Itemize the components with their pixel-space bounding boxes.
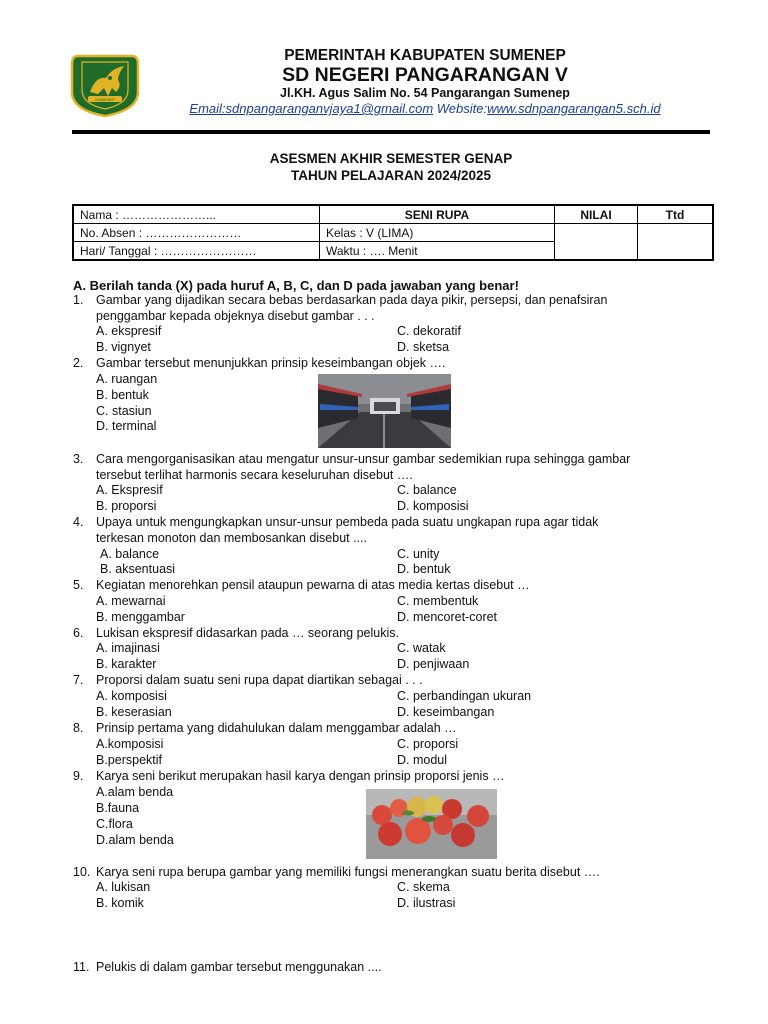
q6-option-b[interactable]: B. karakter [96, 657, 157, 671]
q10-option-b[interactable]: B. komik [96, 896, 144, 910]
q7-option-b[interactable]: B. keserasian [96, 705, 172, 719]
q7-option-c[interactable]: C. perbandingan ukuran [397, 689, 532, 703]
q2-option-a[interactable]: A. ruangan [96, 372, 158, 386]
q2-option-c[interactable]: C. stasiun [96, 404, 152, 418]
subject-cell: SENI RUPA [320, 205, 555, 224]
q7-option-a[interactable]: A. komposisi [96, 689, 167, 703]
question-4: 4. Upaya untuk mengungkapkan unsur-unsur pembeda pada suatu ungkapan rupa agar tidak [73, 515, 599, 529]
q8-option-a[interactable]: A.komposisi [96, 737, 164, 751]
ttd-box[interactable] [638, 224, 714, 261]
q6-option-a[interactable]: A. imajinasi [96, 641, 160, 655]
question-2: 2. Gambar tersebut menunjukkan prinsip keseimbangan objek …. [73, 356, 446, 370]
q6-option-d[interactable]: D. penjiwaan [397, 657, 470, 671]
apples-photo [366, 789, 497, 859]
contact-line [150, 101, 700, 116]
nilai-box[interactable] [555, 224, 638, 261]
email-label: Email: [189, 101, 226, 116]
exam-year: TAHUN PELAJARAN 2024/2025 [290, 168, 492, 183]
q1-option-c[interactable]: C. dekoratif [397, 324, 461, 338]
q7-option-d[interactable]: D. keseimbangan [397, 705, 495, 719]
question-3: 3. Cara mengorganisasikan atau mengatur unsur-unsur gambar sedemikian rupa sehingga gambar [73, 452, 631, 466]
waktu-cell: Waktu : …. Menit [320, 242, 555, 261]
question-1-line2: penggambar kepada objeknya disebut gambar . . . [96, 309, 375, 323]
question-10: 10. Karya seni rupa berupa gambar yang memiliki fungsi menerangkan suatu berita disebut …. [73, 865, 600, 879]
q5-option-b[interactable]: B. menggambar [96, 610, 185, 624]
school-name: SD NEGERI PANGARANGAN V [282, 64, 568, 86]
section-a-instruction: A. Berilah tanda (X) pada huruf A, B, C, dan D pada jawaban yang benar! [73, 278, 519, 293]
q8-option-b[interactable]: B.perspektif [96, 753, 163, 767]
q3-option-a[interactable]: A. Ekspresif [96, 483, 163, 497]
q8-option-d[interactable]: D. modul [397, 753, 448, 767]
question-9: 9. Karya seni berikut merupakan hasil karya dengan prinsip proporsi jenis … [73, 769, 505, 783]
absen-field[interactable]: No. Absen : …………………… [73, 224, 320, 242]
q8-option-c[interactable]: C. proporsi [397, 737, 459, 751]
ttd-header: Ttd [638, 205, 714, 224]
question-7: 7. Proporsi dalam suatu seni rupa dapat diartikan sebagai . . . [73, 673, 423, 687]
email-link[interactable]: sdnpangaranganvjaya1@gmail.com [225, 101, 434, 116]
q4-option-a[interactable]: A. balance [100, 547, 160, 561]
q6-option-c[interactable]: C. watak [397, 641, 446, 655]
q5-option-d[interactable]: D. mencoret-coret [397, 610, 498, 624]
school-logo [68, 52, 142, 118]
q3-option-b[interactable]: B. proporsi [96, 499, 157, 513]
q1-option-b[interactable]: B. vignyet [96, 340, 151, 354]
q4-option-b[interactable]: B. aksentuasi [100, 562, 176, 576]
q10-option-d[interactable]: D. ilustrasi [397, 896, 456, 910]
name-field[interactable]: Nama : …………………... [73, 205, 320, 224]
question-4-line2: terkesan monoton dan membosankan disebut .... [96, 531, 367, 545]
q2-option-b[interactable]: B. bentuk [96, 388, 149, 402]
question-8: 8. Prinsip pertama yang didahulukan dalam menggambar adalah … [73, 721, 457, 735]
identity-table [72, 204, 714, 261]
question-3-line2: tersebut terlihat harmonis secara keseluruhan disebut …. [96, 468, 413, 482]
q4-option-d[interactable]: D. bentuk [397, 562, 451, 576]
header-line1: PEMERINTAH KABUPATEN SUMENEP [284, 47, 566, 64]
q9-option-c[interactable]: C.flora [96, 817, 133, 831]
q3-option-d[interactable]: D. komposisi [397, 499, 469, 513]
station-photo [318, 374, 451, 448]
q9-option-a[interactable]: A.alam benda [96, 785, 174, 799]
nilai-header: NILAI [555, 205, 638, 224]
question-6: 6. Lukisan ekspresif didasarkan pada … seorang pelukis. [73, 626, 399, 640]
q2-option-d[interactable]: D. terminal [96, 419, 157, 433]
q1-option-d[interactable]: D. sketsa [397, 340, 450, 354]
question-1: 1. Gambar yang dijadikan secara bebas berdasarkan pada daya pikir, persepsi, dan penafsiran [73, 293, 608, 307]
q5-option-c[interactable]: C. membentuk [397, 594, 479, 608]
question-11: 11. Pelukis di dalam gambar tersebut menggunakan .... [73, 960, 382, 974]
q4-option-c[interactable]: C. unity [397, 547, 440, 561]
q5-option-a[interactable]: A. mewarnai [96, 594, 166, 608]
q10-option-a[interactable]: A. lukisan [96, 880, 151, 894]
website-label: Website: [433, 101, 488, 116]
q9-option-b[interactable]: B.fauna [96, 801, 140, 815]
q10-option-c[interactable]: C. skema [397, 880, 450, 894]
svg-text:SUMENEP: SUMENEP [95, 97, 115, 102]
school-address: Jl.KH. Agus Salim No. 54 Pangarangan Sumenep [280, 86, 570, 100]
header-divider [72, 130, 710, 134]
kelas-cell: Kelas : V (LIMA) [320, 224, 555, 242]
website-link[interactable]: www.sdnpangarangan5.sch.id [487, 101, 661, 116]
question-5: 5. Kegiatan menorehkan pensil ataupun pewarna di atas media kertas disebut … [73, 578, 530, 592]
exam-title: ASESMEN AKHIR SEMESTER GENAP [269, 151, 513, 166]
q1-option-a[interactable]: A. ekspresif [96, 324, 162, 338]
q3-option-c[interactable]: C. balance [397, 483, 457, 497]
q9-option-d[interactable]: D.alam benda [96, 833, 174, 847]
date-field[interactable]: Hari/ Tanggal : …………………… [73, 242, 320, 261]
